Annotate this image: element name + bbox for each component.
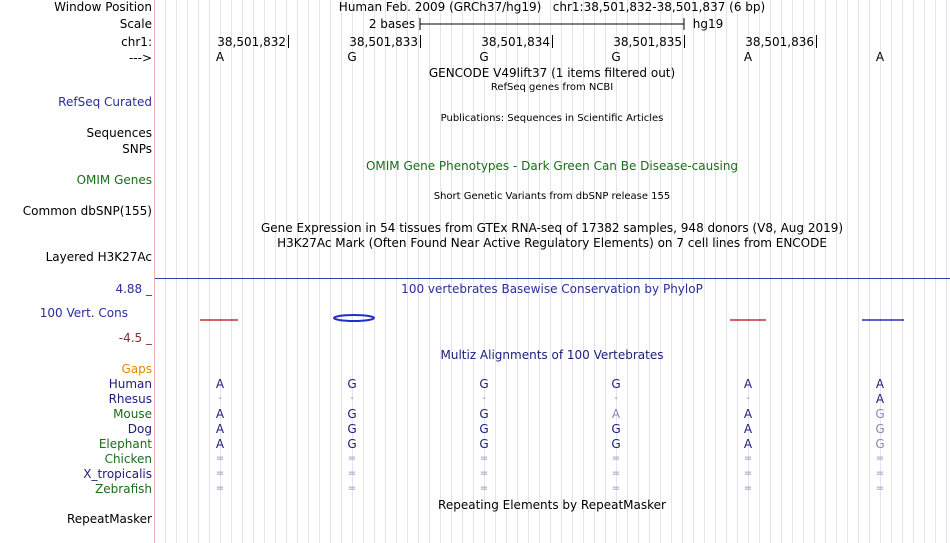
alignment-base: G xyxy=(611,437,621,451)
label-divider xyxy=(154,0,155,543)
species-label[interactable]: Mouse xyxy=(113,407,152,421)
alignment-base: G xyxy=(347,377,357,391)
alignment-base: = xyxy=(611,453,621,464)
snps-label[interactable]: SNPs xyxy=(122,142,152,156)
sequence-base: A xyxy=(215,50,225,64)
grid-line xyxy=(275,0,276,543)
ruler-tick-label: 38,501,833 xyxy=(349,35,418,49)
alignment-base: = xyxy=(215,483,225,494)
alignment-base: A xyxy=(743,377,753,391)
sequence-base: A xyxy=(743,50,753,64)
phylop-track-title[interactable]: 100 vertebrates Basewise Conservation by PhyloP xyxy=(401,282,703,296)
multiz-track-title[interactable]: Multiz Alignments of 100 Vertebrates xyxy=(440,348,664,362)
species-label[interactable]: Rhesus xyxy=(108,392,152,406)
window-position-label: Window Position xyxy=(54,0,152,14)
grid-line xyxy=(407,0,408,543)
alignment-base: A xyxy=(743,437,753,451)
track-separator xyxy=(155,278,950,279)
grid-line xyxy=(913,0,914,543)
grid-line xyxy=(473,0,474,543)
h3k27ac-track-title[interactable]: H3K27Ac Mark (Often Found Near Active Regulatory Elements) on 7 cell lines from ENCODE xyxy=(277,236,827,250)
alignment-base: A xyxy=(215,422,225,436)
alignment-base: A xyxy=(875,392,885,406)
grid-line xyxy=(704,0,705,543)
alignment-base: G xyxy=(875,407,885,421)
grid-line xyxy=(726,0,727,543)
alignment-base: = xyxy=(743,453,753,464)
ruler-tick-label: 38,501,832 xyxy=(217,35,286,49)
alignment-base: G xyxy=(479,407,489,421)
strand-arrow-label[interactable]: ---> xyxy=(128,51,152,65)
grid-line xyxy=(946,0,947,543)
grid-line xyxy=(176,0,177,543)
cons-max-value: 4.88 _ xyxy=(115,282,152,296)
alignment-base: G xyxy=(479,422,489,436)
vert-cons-label[interactable]: 100 Vert. Cons xyxy=(39,306,128,320)
grid-line xyxy=(286,0,287,543)
grid-line xyxy=(264,0,265,543)
scale-label: Scale xyxy=(119,17,152,31)
alignment-base: G xyxy=(875,422,885,436)
grid-line xyxy=(418,0,419,543)
alignment-base: = xyxy=(347,483,357,494)
refseq-track-title[interactable]: RefSeq genes from NCBI xyxy=(490,82,614,93)
alignment-base: - xyxy=(746,393,750,404)
alignment-base: G xyxy=(875,437,885,451)
grid-line xyxy=(781,0,782,543)
species-label[interactable]: X_tropicalis xyxy=(83,467,152,481)
species-label[interactable]: Chicken xyxy=(104,452,152,466)
alignment-base: A xyxy=(743,407,753,421)
grid-line xyxy=(660,0,661,543)
alignment-base: = xyxy=(875,468,885,479)
alignment-base: = xyxy=(479,453,489,464)
alignment-base: G xyxy=(611,377,621,391)
refseq-curated-label[interactable]: RefSeq Curated xyxy=(58,95,152,109)
repeatmasker-track-title[interactable]: Repeating Elements by RepeatMasker xyxy=(438,498,666,512)
grid-line xyxy=(737,0,738,543)
omim-genes-label[interactable]: OMIM Genes xyxy=(76,173,152,187)
common-dbsnp-label[interactable]: Common dbSNP(155) xyxy=(22,204,152,218)
grid-line xyxy=(847,0,848,543)
gencode-track-title[interactable]: GENCODE V49lift37 (1 items filtered out) xyxy=(428,66,676,80)
position-range: chr1:38,501,832-38,501,837 (6 bp) xyxy=(552,0,766,14)
alignment-base: G xyxy=(479,437,489,451)
species-label[interactable]: Dog xyxy=(127,422,152,436)
grid-line xyxy=(902,0,903,543)
scale-db: hg19 xyxy=(692,17,724,31)
grid-line xyxy=(693,0,694,543)
alignment-base: - xyxy=(350,393,354,404)
alignment-base: G xyxy=(347,407,357,421)
sequence-base: A xyxy=(875,50,885,64)
grid-line xyxy=(825,0,826,543)
grid-line xyxy=(396,0,397,543)
grid-line xyxy=(627,0,628,543)
alignment-base: - xyxy=(482,393,486,404)
grid-line xyxy=(451,0,452,543)
grid-line xyxy=(836,0,837,543)
alignment-base: A xyxy=(743,422,753,436)
ruler-tick xyxy=(552,35,553,48)
grid-line xyxy=(858,0,859,543)
grid-line xyxy=(429,0,430,543)
grid-line xyxy=(231,0,232,543)
chromosome-label: chr1: xyxy=(121,35,152,49)
alignment-base: A xyxy=(611,407,621,421)
ruler-tick-label: 38,501,834 xyxy=(481,35,550,49)
grid-line xyxy=(363,0,364,543)
alignment-base: = xyxy=(743,483,753,494)
grid-line xyxy=(924,0,925,543)
grid-line xyxy=(209,0,210,543)
alignment-base: A xyxy=(215,437,225,451)
grid-line xyxy=(165,0,166,543)
alignment-base: G xyxy=(347,422,357,436)
alignment-base: = xyxy=(875,453,885,464)
grid-line xyxy=(638,0,639,543)
grid-line xyxy=(187,0,188,543)
alignment-base: = xyxy=(347,468,357,479)
alignment-base: = xyxy=(479,483,489,494)
grid-line xyxy=(891,0,892,543)
alignment-base: G xyxy=(611,422,621,436)
grid-line xyxy=(253,0,254,543)
alignment-base: = xyxy=(479,468,489,479)
ruler-tick xyxy=(816,35,817,48)
alignment-base: = xyxy=(347,453,357,464)
alignment-base: A xyxy=(875,377,885,391)
sequence-base: G xyxy=(347,50,357,64)
grid-line xyxy=(671,0,672,543)
grid-line xyxy=(935,0,936,543)
grid-line xyxy=(770,0,771,543)
grid-line xyxy=(792,0,793,543)
alignment-base: A xyxy=(215,377,225,391)
alignment-base: G xyxy=(479,377,489,391)
sequences-label[interactable]: Sequences xyxy=(86,126,152,140)
sequence-base: G xyxy=(479,50,489,64)
grid-line xyxy=(803,0,804,543)
sequence-base: G xyxy=(611,50,621,64)
grid-line xyxy=(297,0,298,543)
alignment-base: = xyxy=(743,468,753,479)
alignment-base: = xyxy=(611,468,621,479)
conservation-plot[interactable] xyxy=(155,310,950,326)
grid-line xyxy=(869,0,870,543)
grid-line xyxy=(308,0,309,543)
grid-line xyxy=(715,0,716,543)
window-position-value xyxy=(339,0,765,14)
grid-line xyxy=(319,0,320,543)
omim-track-title[interactable]: OMIM Gene Phenotypes - Dark Green Can Be Disease-causing xyxy=(365,159,739,173)
gtex-track-title[interactable]: Gene Expression in 54 tissues from GTEx RNA-seq of 17382 samples, 948 donors (V8, Aug 2019) xyxy=(260,221,844,235)
grid-line xyxy=(242,0,243,543)
repeatmasker-label[interactable]: RepeatMasker xyxy=(66,512,152,526)
alignment-base: = xyxy=(875,483,885,494)
ruler-tick-label: 38,501,836 xyxy=(745,35,814,49)
gaps-label[interactable]: Gaps xyxy=(121,362,152,376)
layered-h3k27ac-label[interactable]: Layered H3K27Ac xyxy=(45,250,152,264)
alignment-base: = xyxy=(215,453,225,464)
grid-line xyxy=(440,0,441,543)
alignment-base: = xyxy=(611,483,621,494)
grid-line xyxy=(814,0,815,543)
ruler-tick xyxy=(684,35,685,48)
assembly-name: Human Feb. 2009 (GRCh37/hg19) xyxy=(338,0,542,14)
grid-line xyxy=(649,0,650,543)
grid-line xyxy=(198,0,199,543)
grid-line xyxy=(374,0,375,543)
cons-min-value: -4.5 _ xyxy=(118,331,152,345)
ruler-tick xyxy=(420,35,421,48)
dbsnp-track-title[interactable]: Short Genetic Variants from dbSNP release 155 xyxy=(433,191,671,202)
grid-line xyxy=(682,0,683,543)
species-label[interactable]: Human xyxy=(108,377,152,391)
alignment-base: - xyxy=(218,393,222,404)
ruler-tick-label: 38,501,835 xyxy=(613,35,682,49)
species-label[interactable]: Zebrafish xyxy=(95,482,152,496)
scale-value: 2 bases xyxy=(368,17,416,31)
alignment-base: A xyxy=(215,407,225,421)
alignment-base: G xyxy=(347,437,357,451)
grid-line xyxy=(759,0,760,543)
alignment-base: - xyxy=(614,393,618,404)
publications-track-title[interactable]: Publications: Sequences in Scientific Articles xyxy=(440,113,664,124)
grid-line xyxy=(385,0,386,543)
cons-bar-2 xyxy=(334,315,374,321)
ruler-tick xyxy=(288,35,289,48)
grid-line xyxy=(341,0,342,543)
scale-bar xyxy=(418,17,688,31)
alignment-base: = xyxy=(215,468,225,479)
species-label[interactable]: Elephant xyxy=(98,437,152,451)
grid-line xyxy=(330,0,331,543)
grid-line xyxy=(462,0,463,543)
